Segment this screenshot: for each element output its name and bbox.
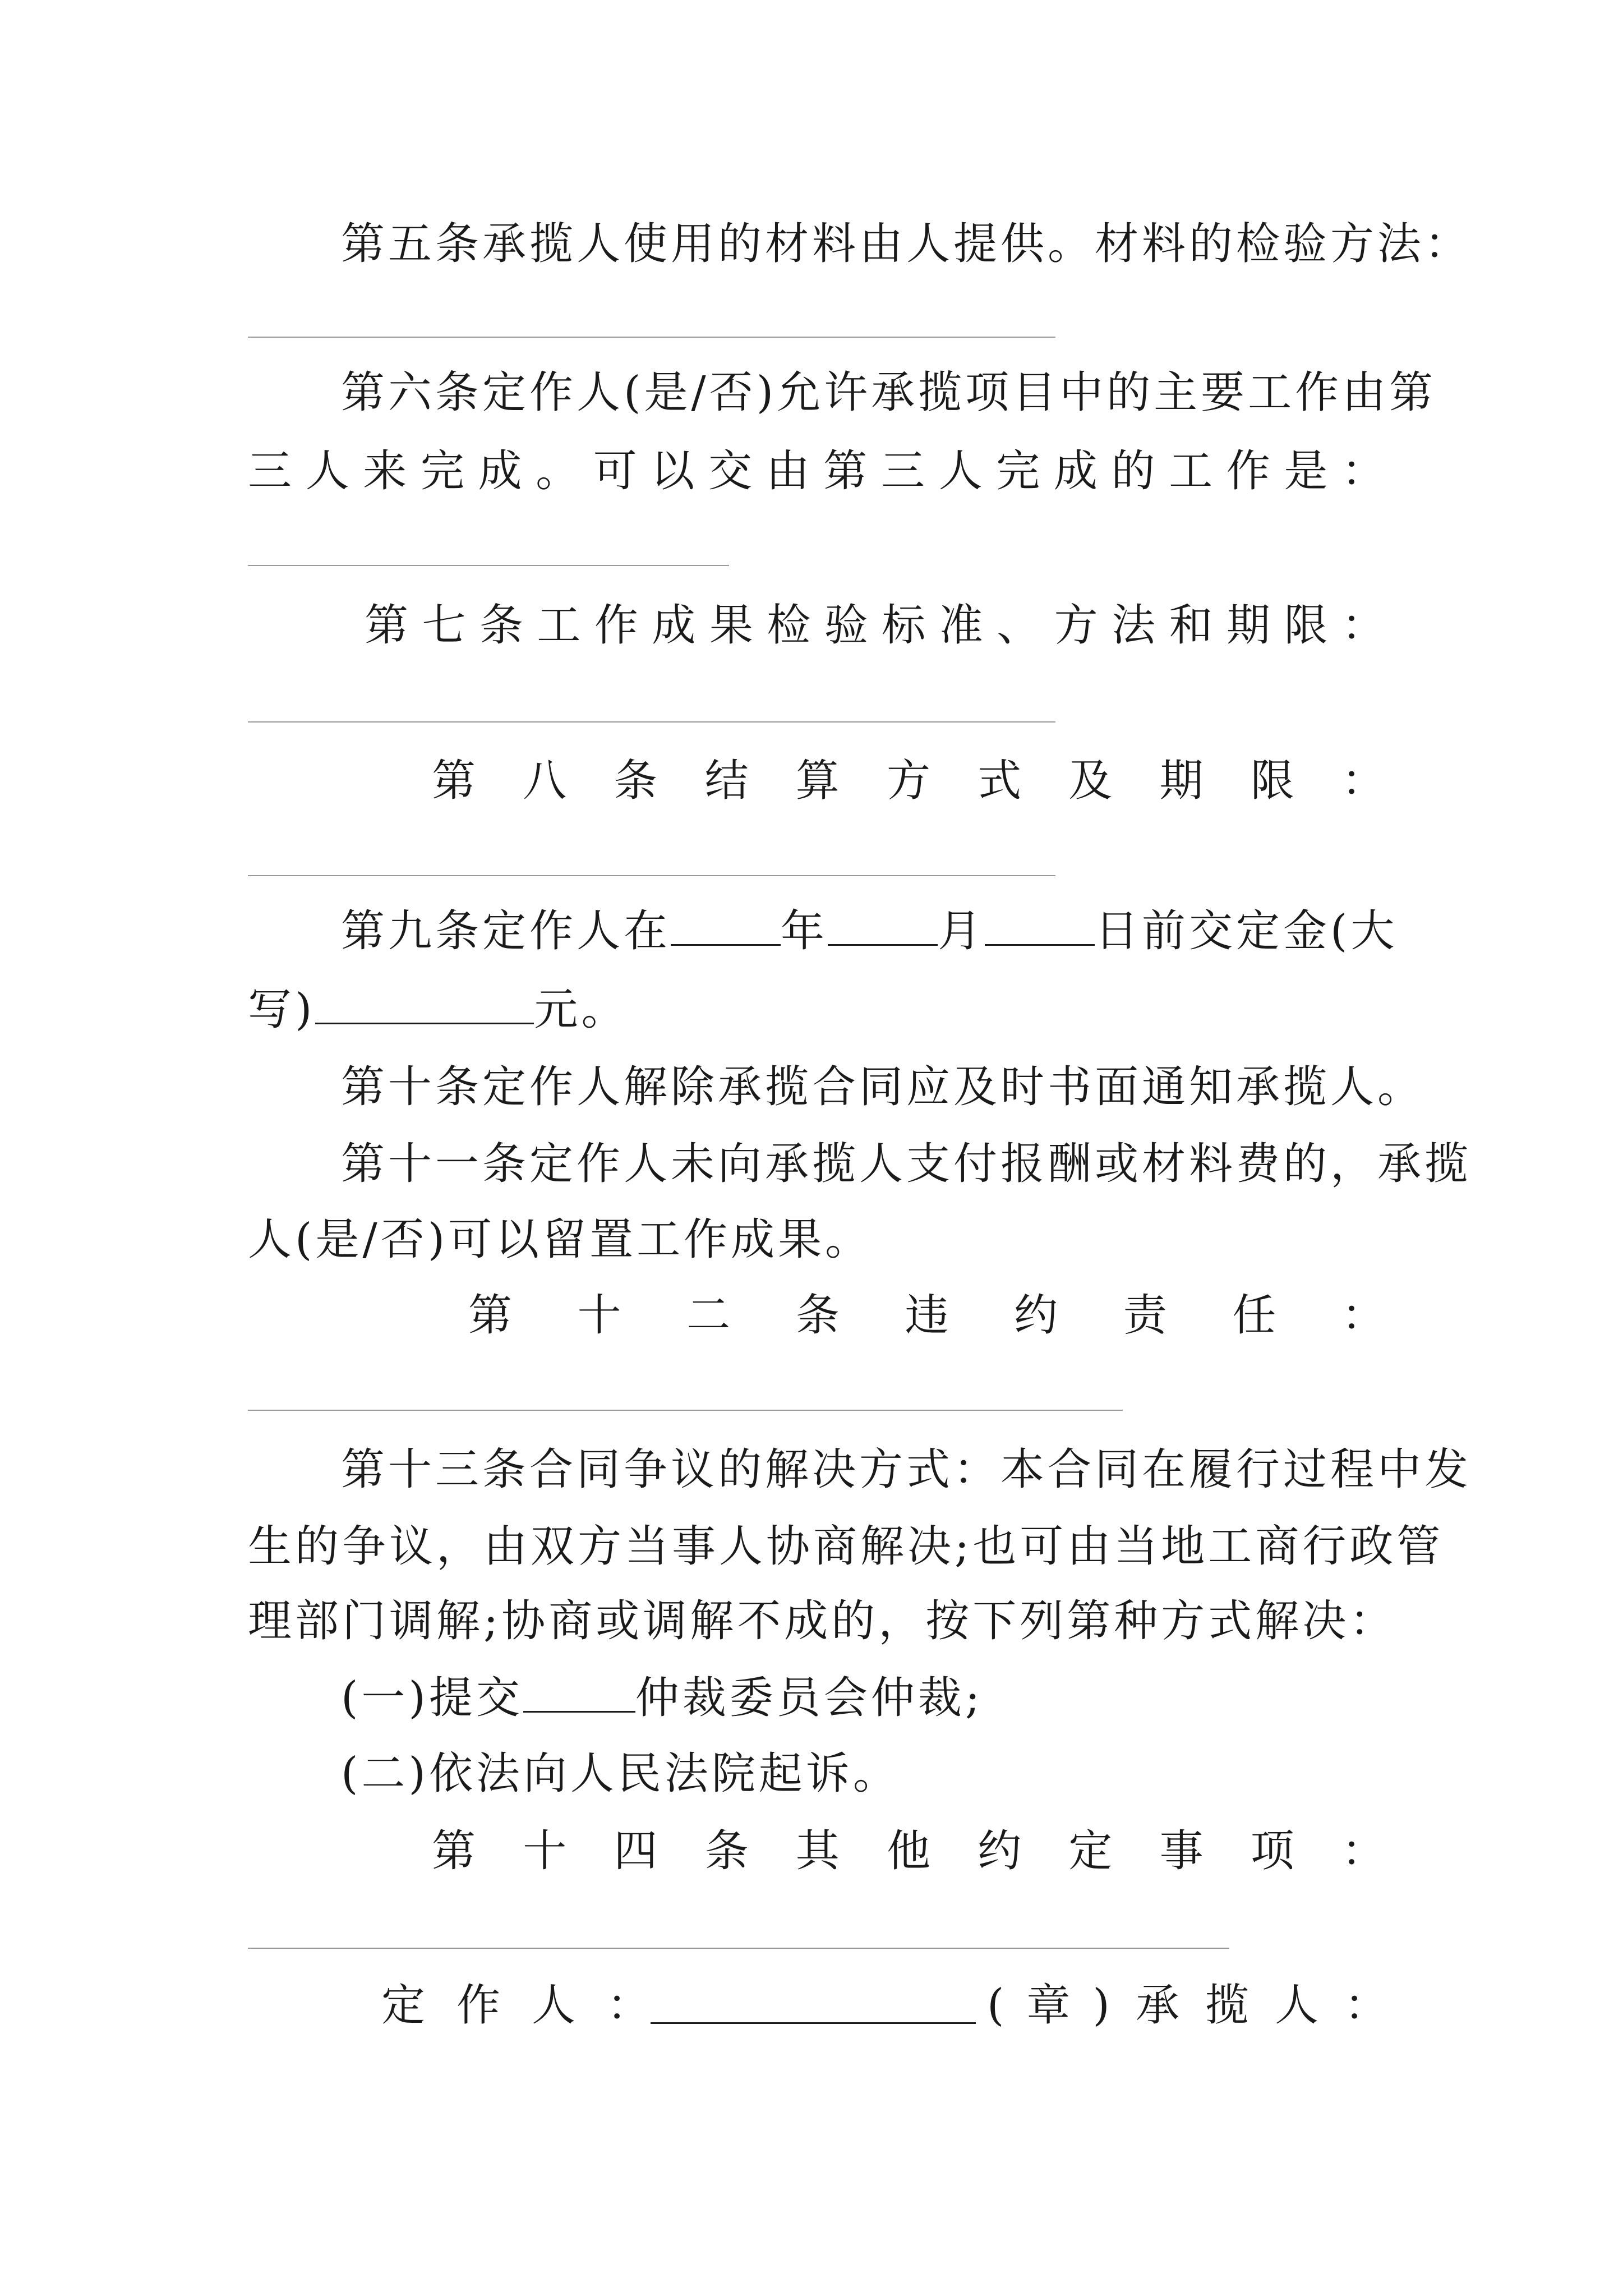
article-9-deposit: 日前交定金(大 [1095, 906, 1398, 956]
article-13-line-1: 第十三条合同争议的解决方式：本合同在履行过程中发 [341, 1444, 1472, 1495]
article-5-text: 第五条承揽人使用的材料由人提供。材料的检验方法： [341, 219, 1472, 269]
article-8-fill-line [248, 875, 1055, 876]
day-blank [985, 905, 1095, 946]
article-5-fill-line [248, 337, 1055, 338]
article-9-line-2 [248, 982, 1389, 1038]
article-14-text: 第十四条其他约定事项： [432, 1826, 1389, 1876]
article-9-intro: 第九条定作人在 [341, 906, 671, 956]
option-1-prefix: (一)提交 [341, 1673, 523, 1723]
option-1-suffix: 仲裁委员会仲裁; [635, 1673, 984, 1723]
amount-blank [315, 983, 534, 1024]
article-6-fill-line [248, 565, 729, 566]
article-7-fill-line [248, 721, 1055, 723]
month-blank [828, 905, 938, 946]
yuan-label: 元。 [534, 984, 629, 1035]
article-13-line-2: 生的争议，由双方当事人协商解决;也可由当地工商行政管 [248, 1521, 1444, 1572]
article-13-option-2: (二)依法向人民法院起诉。 [341, 1749, 900, 1799]
party-b-label: 承揽人： [1136, 1980, 1414, 2031]
year-blank [671, 905, 781, 946]
article-11-line-2: 人(是/否)可以留置工作成果。 [248, 1214, 873, 1265]
article-13-option-1 [341, 1670, 1389, 1726]
article-12-fill-line [248, 1410, 1123, 1411]
article-10-text: 第十条定作人解除承揽合同应及时书面通知承揽人。 [341, 1062, 1425, 1112]
article-6-line-1: 第六条定作人(是/否)允许承揽项目中的主要工作由第 [341, 367, 1437, 418]
article-11-line-1: 第十一条定作人未向承揽人支付报酬或材料费的，承揽 [341, 1139, 1472, 1189]
party-a-signature-blank [651, 1983, 976, 2024]
capital-label: 写) [248, 984, 316, 1035]
year-label: 年 [781, 906, 828, 956]
article-13-line-3: 理部门调解;协商或调解不成的，按下列第种方式解决： [248, 1596, 1397, 1646]
arbitration-blank [523, 1672, 635, 1713]
article-7-text: 第七条工作成果检验标准、方法和期限： [365, 600, 1389, 651]
seal-label: (章) [987, 1980, 1132, 2031]
article-12-text: 第十二条违约责任： [468, 1290, 1389, 1341]
article-6-line-2: 三人来完成。可以交由第三人完成的工作是： [248, 446, 1389, 496]
article-8-text: 第八条结算方式及期限： [432, 756, 1389, 806]
article-9-line-1 [341, 903, 1398, 959]
article-14-fill-line [248, 1948, 1229, 1949]
party-a-label: 定作人： [381, 1980, 683, 2031]
month-label: 月 [938, 906, 985, 956]
